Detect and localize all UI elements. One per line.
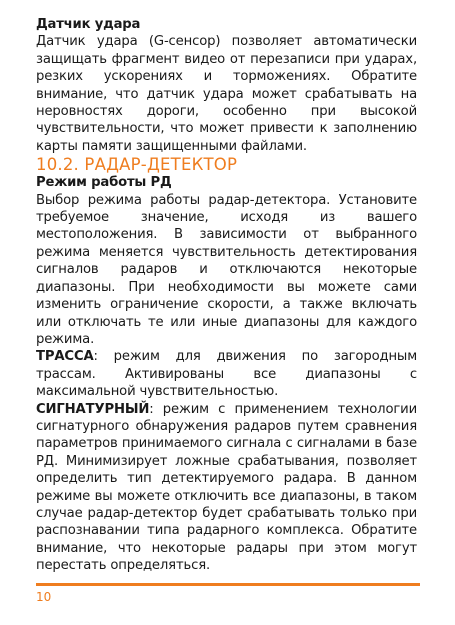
shock-sensor-heading: Датчик удара: [36, 17, 141, 32]
page-number: 10: [36, 590, 52, 604]
shock-sensor-text: Датчик удара (G-сенсор) позволяет автоматически защищать фрагмент видео от перезаписи при ударах, резких ускорениях и торможениях. Обратите внимание, что датчик удара может срабатывать на неровностях дороги, особенно при высокой чувствительности, что может привести к заполнению карты памяти защищенными файлами.: [36, 34, 417, 154]
mode-text: Выбор режима работы радар-детектора. Установите требуемое значение, исходя из вашего местоположения. В зависимости от выбранного режима меняется чувствительность детектирования сигналов радаров и отключаются некоторые диапазоны. При необходимости вы можете сами изменить ограничение скорости, а также включать или отключать те или иные диапазоны для каждого режима.: [36, 192, 417, 347]
signature-text: : режим с применением технологии сигнатурного обнаружения радаров путем сравнения параметров принимаемого сигнала с сигналами в базе РД. Минимизирует ложные срабатывания, позволяет определить тип детектируемого радара. В данном режиме вы можете отключить все диапазоны, в таком случае радар-детектор будет срабатывать только при распознавании типа радарного комплекса. Обратите внимание, что некоторые радары при этом могут перестать определяться.: [36, 401, 417, 574]
trassa-term: ТРАССА: [36, 349, 94, 365]
section-title: 10.2. РАДАР-ДЕТЕКТОР: [36, 155, 238, 175]
signature-term: СИГНАТУРНЫЙ: [36, 401, 150, 417]
page-content: [36, 16, 417, 575]
trassa-text: : режим для движения по загородным трассам. Активированы все диапазоны с максимальной чувствительностью.: [36, 349, 417, 400]
trassa-paragraph: [36, 348, 417, 400]
mode-heading: Режим работы РД: [36, 175, 172, 191]
signature-paragraph: [36, 401, 417, 575]
footer-divider: [36, 583, 420, 586]
